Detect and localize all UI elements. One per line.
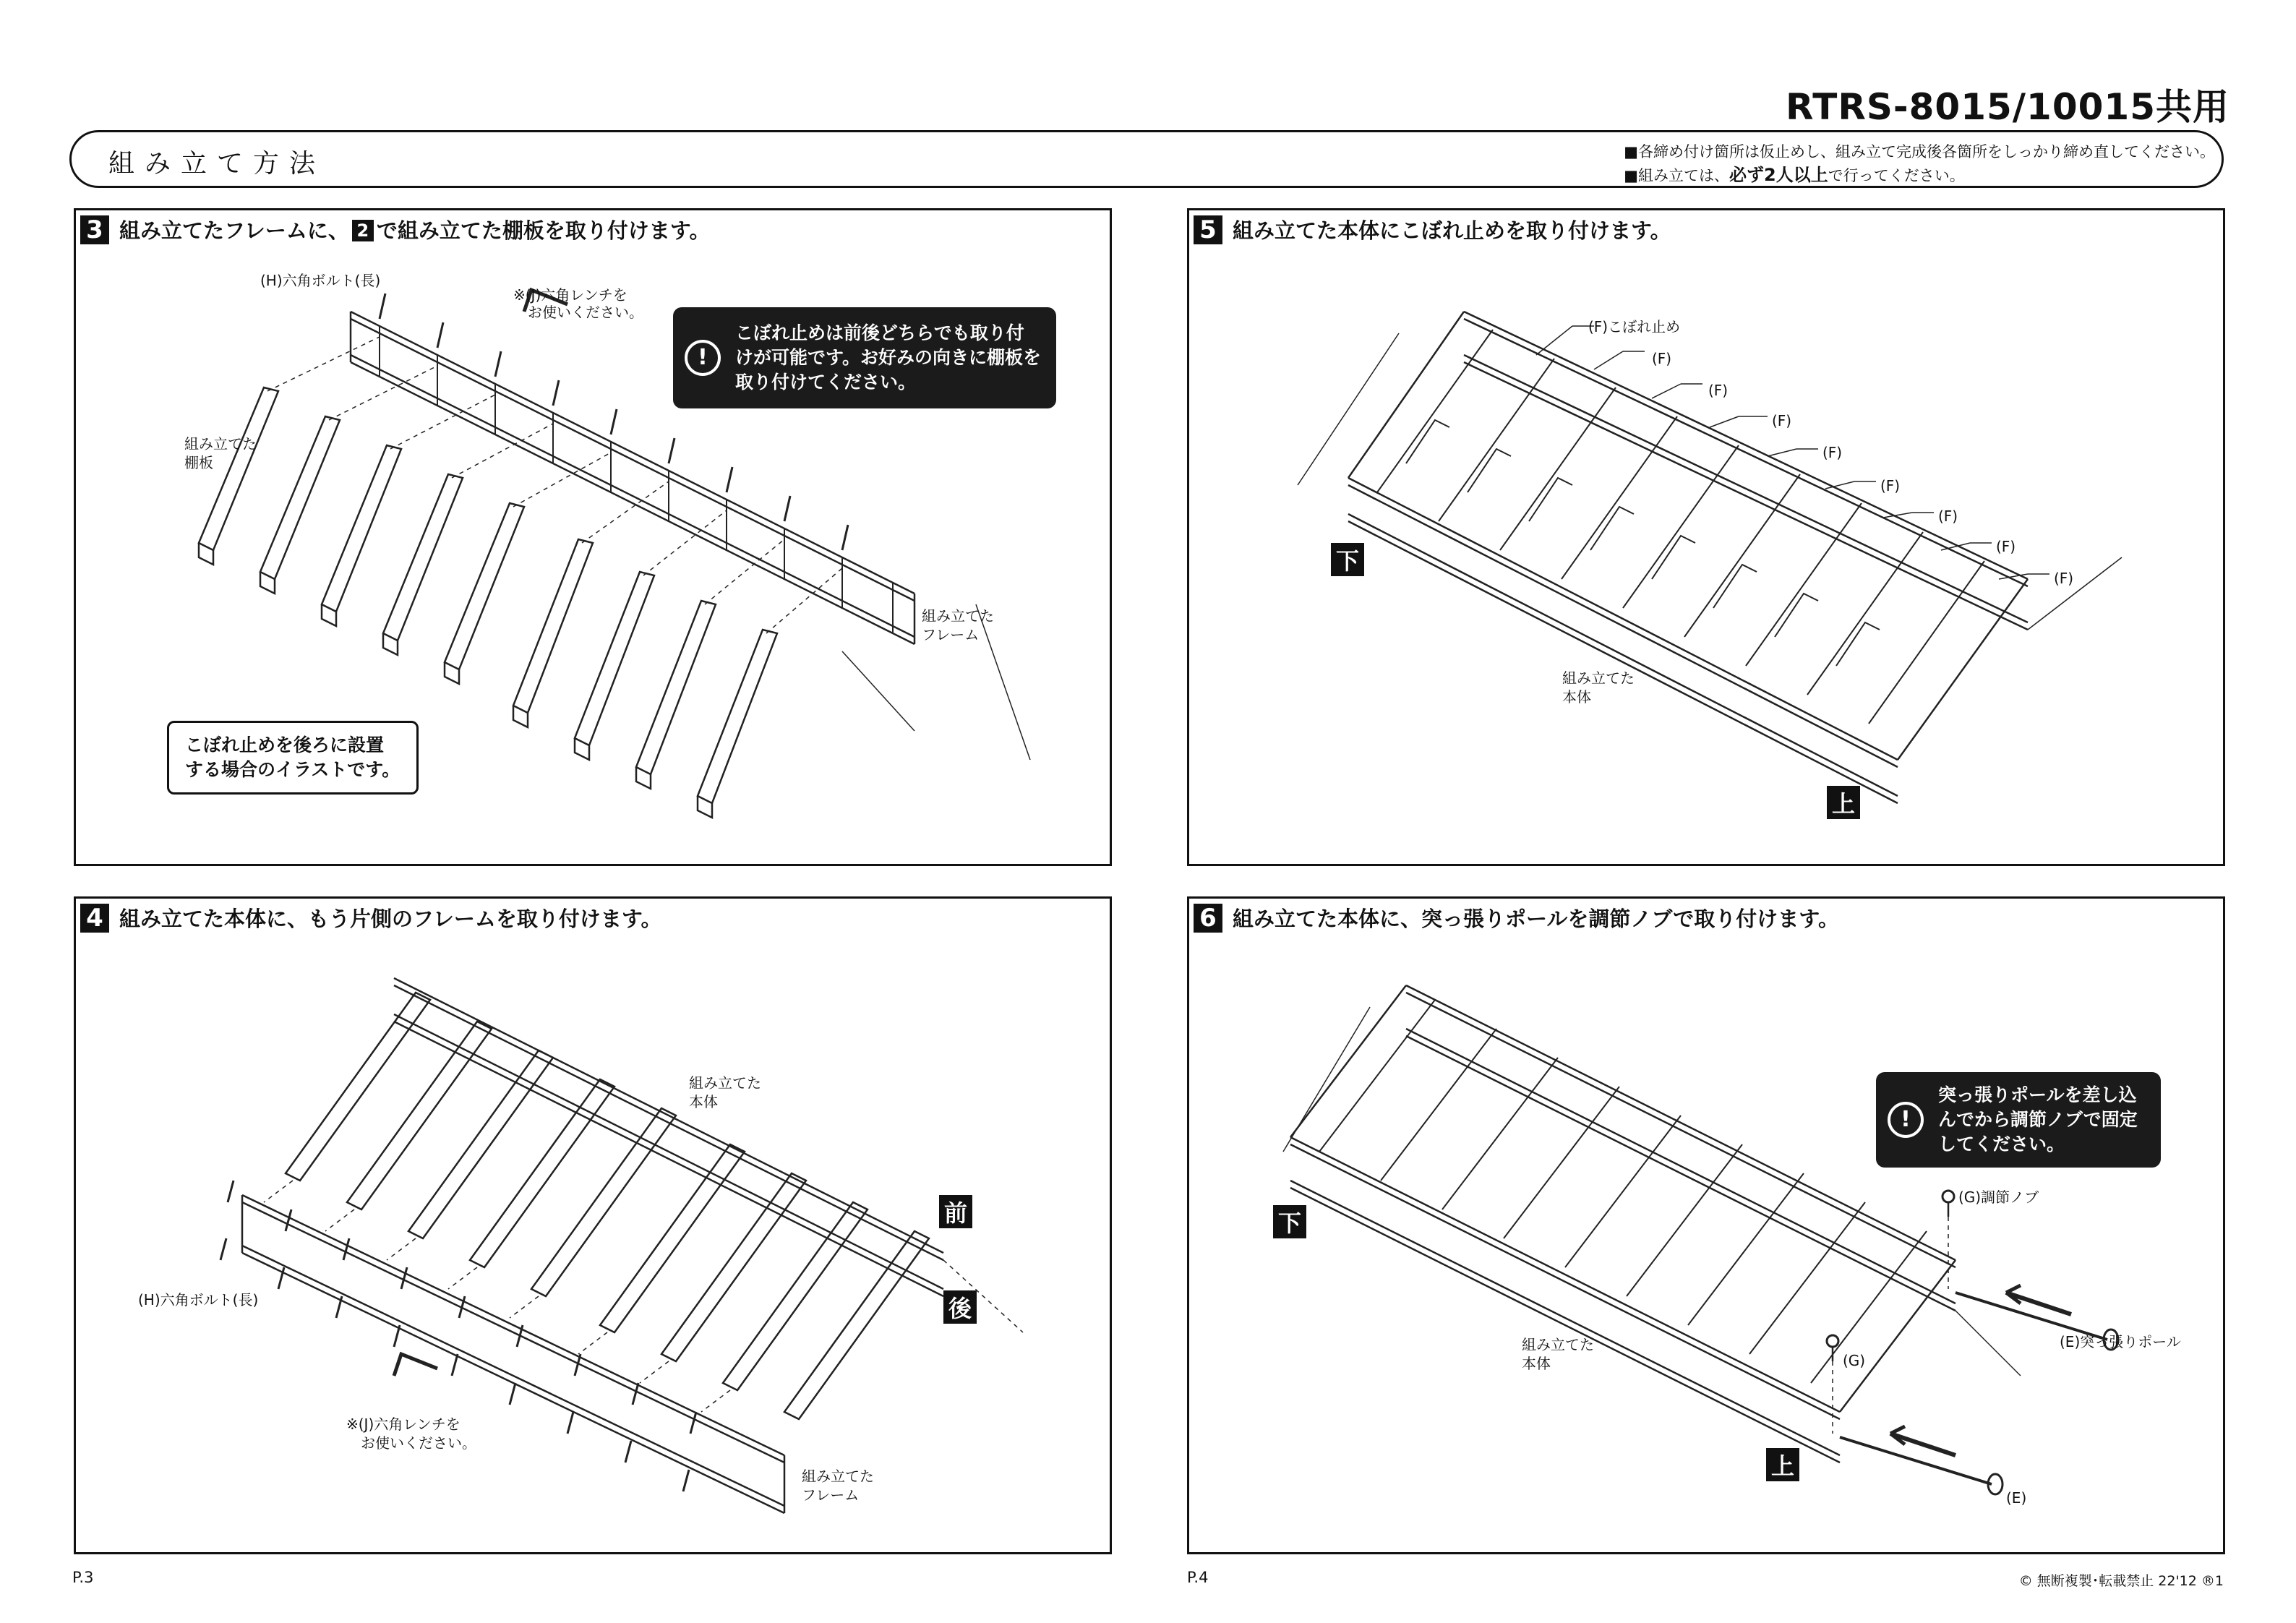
note-line-2-bold: 必ず2人以上 (1729, 165, 1828, 185)
step-4-body-label-2: 本体 (689, 1093, 718, 1110)
step-6-panel (1187, 896, 2225, 1554)
page-number-left: P.3 (72, 1569, 94, 1586)
step-6-pole-label: (E)突っ張りポール (2060, 1333, 2181, 1350)
assembly-notes (1624, 140, 2215, 187)
step-3-frame-label-1: 組み立てた (922, 607, 994, 625)
front-marker: 前 (939, 1195, 972, 1228)
note-line-2 (1624, 163, 2215, 187)
note-line-1: ■各締め付け箇所は仮止めし、組み立て完成後各箇所をしっかり締め直してください。 (1624, 143, 2215, 160)
step-3-text-pre: 組み立てたフレームに、 (119, 218, 349, 243)
step-6-body-label-2: 本体 (1522, 1355, 1551, 1372)
step-3-bolt-label: (H)六角ボルト(長) (260, 272, 381, 289)
step-6-number: 6 (1194, 904, 1222, 933)
exclamation-icon: ! (685, 340, 721, 376)
step-5-instruction: 組み立てた本体にこぼれ止めを取り付けます。 (1233, 218, 1671, 243)
step-4-number: 4 (80, 904, 109, 933)
copyright-notice: © 無断複製･転載禁止 22'12 ®1 (2018, 1573, 2224, 1589)
step-3-wrench-label-1: ※(J)六角レンチを (513, 286, 627, 304)
step-5-label-f-6: (F) (1938, 508, 1958, 525)
step-4-panel (74, 896, 1112, 1554)
section-title: 組み立て方法 (108, 149, 326, 179)
step-5-label-f-main: (F)こぼれ止め (1588, 318, 1681, 335)
step-3-shelf-label-1: 組み立てた (184, 435, 257, 453)
down-marker: 下 (1273, 1205, 1306, 1238)
step-3-shelf-label-2: 棚板 (184, 454, 213, 471)
step-3-callout-text: こぼれ止めは前後どちらでも取り付けが可能です。お好みの向きに棚板を取り付けてください。 (735, 322, 1042, 393)
step-5-panel (1187, 208, 2225, 866)
step-5-label-f-1: (F) (1652, 350, 1672, 367)
step-5-number: 5 (1194, 215, 1222, 244)
step-4-instruction: 組み立てた本体に、もう片側のフレームを取り付けます。 (119, 907, 662, 931)
page-number-right: P.4 (1187, 1569, 1209, 1586)
step-6-illustration (1189, 899, 2223, 1552)
step-2-reference-badge: 2 (352, 220, 374, 241)
step-6-instruction: 組み立てた本体に、突っ張りポールを調節ノブで取り付けます。 (1233, 907, 1839, 931)
step-4-frame-label-2: フレーム (802, 1486, 860, 1504)
down-marker: 下 (1331, 543, 1364, 576)
step-5-body-label-2: 本体 (1562, 688, 1591, 706)
up-marker: 上 (1827, 786, 1860, 819)
step-5-body-label-1: 組み立てた (1562, 669, 1635, 687)
step-3-wrench-label-2: お使いください。 (528, 304, 643, 321)
step-3-text-post: で組み立てた棚板を取り付けます。 (376, 218, 711, 243)
step-5-label-f-3: (F) (1772, 412, 1792, 429)
step-4-body-label-1: 組み立てた (689, 1074, 761, 1092)
note-line-2-post: で行ってください。 (1828, 167, 1965, 184)
step-5-label-f-7: (F) (1996, 538, 2016, 555)
step-4-frame-label-1: 組み立てた (802, 1468, 874, 1485)
step-5-label-f-4: (F) (1822, 444, 1843, 461)
step-6-knob-label: (G)調節ノブ (1958, 1189, 2039, 1206)
step-5-illustration (1189, 210, 2223, 864)
note-line-2-pre: ■組み立ては、 (1624, 167, 1729, 184)
step-3-info-callout (673, 307, 1056, 408)
step-4-wrench-label-2: お使いください。 (361, 1434, 476, 1452)
step-6-body-label-1: 組み立てた (1522, 1336, 1594, 1353)
exclamation-icon: ! (1888, 1102, 1924, 1138)
step-4-wrench-label-1: ※(J)六角レンチを (346, 1416, 461, 1433)
step-6-info-callout (1876, 1072, 2161, 1168)
step-5-label-f-2: (F) (1708, 382, 1729, 399)
step-6-callout-text: 突っ張りポールを差し込んでから調節ノブで固定してください。 (1938, 1084, 2138, 1155)
up-marker: 上 (1766, 1448, 1799, 1481)
step-6-e-label: (E) (2006, 1489, 2027, 1507)
step-6-g-label: (G) (1843, 1352, 1866, 1369)
step-5-label-f-8: (F) (2054, 570, 2074, 587)
step-3-panel (74, 208, 1112, 866)
step-3-number: 3 (80, 215, 109, 244)
step-3-frame-label-2: フレーム (922, 626, 980, 643)
step-5-label-f-5: (F) (1880, 477, 1901, 494)
step-3-note-box: こぼれ止めを後ろに設置する場合のイラストです。 (167, 721, 419, 795)
step-4-bolt-label: (H)六角ボルト(長) (138, 1291, 259, 1309)
back-marker: 後 (943, 1290, 977, 1324)
model-title: RTRS-8015/10015共用 (1786, 86, 2229, 128)
